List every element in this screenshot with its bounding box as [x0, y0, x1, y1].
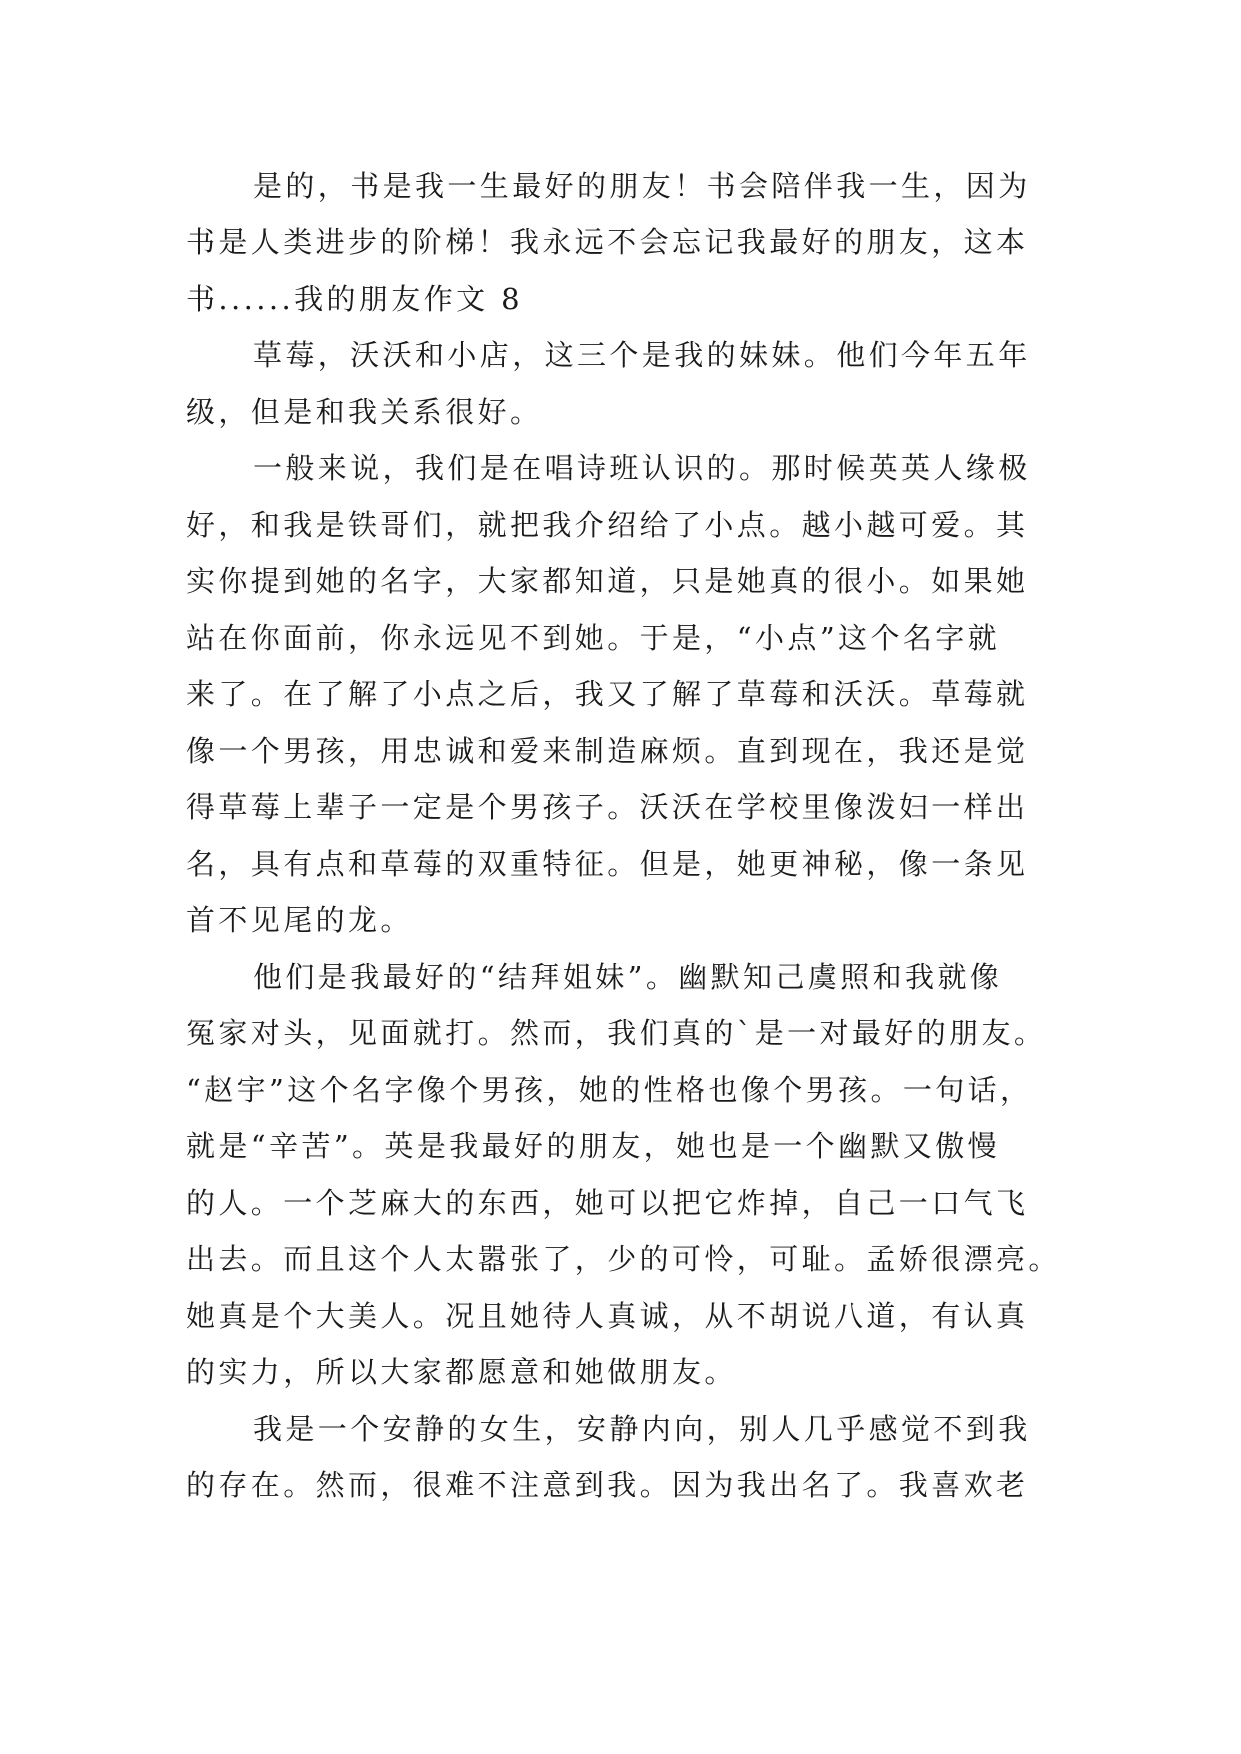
text-line: 的人。一个芝麻大的东西，她可以把它炸掉，自己一口气飞 [186, 1186, 1029, 1220]
text-line: 一般来说，我们是在唱诗班认识的。那时候英英人缘极 [253, 451, 1031, 485]
text-line: 的实力，所以大家都愿意和她做朋友。 [186, 1355, 737, 1389]
text-line: 是的，书是我一生最好的朋友！书会陪伴我一生，因为 [253, 169, 1031, 203]
text-line: 站在你面前，你永远见不到她。于是，“小点”这个名字就 [186, 621, 1001, 655]
text-line: 书......我的朋友作文 8 [186, 282, 523, 316]
text-line: 冤家对头，见面就打。然而，我们真的`是一对最好的朋友。 [186, 1016, 1047, 1050]
text-line: “赵宇”这个名字像个男孩，她的性格也像个男孩。一句话， [186, 1073, 1033, 1107]
text-line: 出去。而且这个人太嚣张了，少的可怜，可耻。孟娇很漂亮。 [186, 1242, 1061, 1276]
text-line: 书是人类进步的阶梯！我永远不会忘记我最好的朋友，这本 [186, 225, 1029, 259]
text-line: 他们是我最好的“结拜姐妹”。幽默知己虞照和我就像 [253, 960, 1003, 994]
text-line: 好，和我是铁哥们，就把我介绍给了小点。越小越可爱。其 [186, 508, 1029, 542]
text-line: 她真是个大美人。况且她待人真诚，从不胡说八道，有认真 [186, 1299, 1029, 1333]
text-line: 得草莓上辈子一定是个男孩子。沃沃在学校里像泼妇一样出 [186, 790, 1029, 824]
text-line: 我是一个安静的女生，安静内向，别人几乎感觉不到我 [253, 1412, 1031, 1446]
text-line: 草莓，沃沃和小店，这三个是我的妹妹。他们今年五年 [253, 338, 1031, 372]
text-line: 像一个男孩，用忠诚和爱来制造麻烦。直到现在，我还是觉 [186, 734, 1029, 768]
text-line: 的存在。然而，很难不注意到我。因为我出名了。我喜欢老 [186, 1468, 1029, 1502]
text-line: 实你提到她的名字，大家都知道，只是她真的很小。如果她 [186, 564, 1029, 598]
text-line: 来了。在了解了小点之后，我又了解了草莓和沃沃。草莓就 [186, 677, 1029, 711]
text-line: 名，具有点和草莓的双重特征。但是，她更神秘，像一条见 [186, 847, 1029, 881]
text-line: 就是“辛苦”。英是我最好的朋友，她也是一个幽默又傲慢 [186, 1129, 1001, 1163]
text-line: 首不见尾的龙。 [186, 903, 413, 937]
text-line: 级，但是和我关系很好。 [186, 395, 543, 429]
